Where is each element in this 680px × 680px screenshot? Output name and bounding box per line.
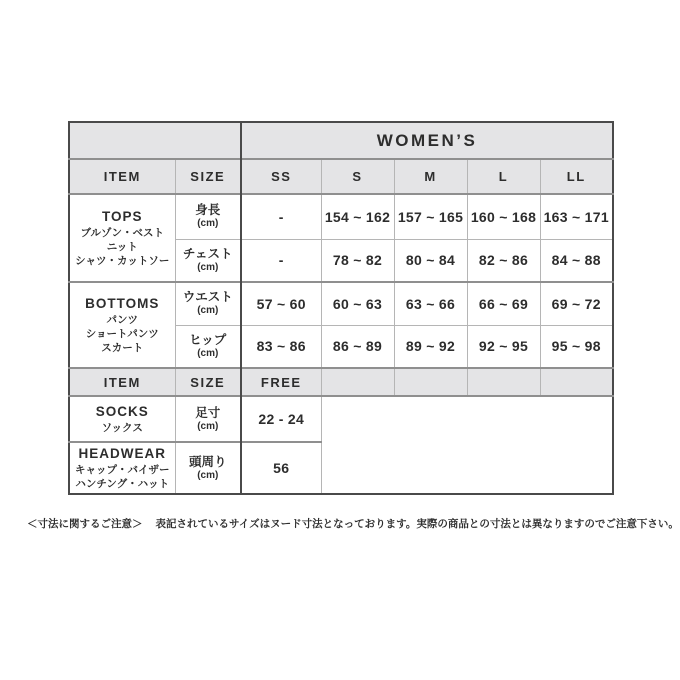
- col-header-size: SIZE: [175, 159, 241, 194]
- col-header-ss: SS: [241, 159, 321, 194]
- col-header-size-2: SIZE: [175, 368, 241, 396]
- size-label-foot: 足寸 (cm): [175, 396, 241, 442]
- socks-row: [69, 396, 613, 442]
- size-label-waist: ウエスト (cm): [175, 282, 241, 325]
- value-cell: 92 ~ 95: [467, 325, 540, 368]
- tops-height-row: [69, 194, 613, 239]
- item-name-socks: SOCKS: [95, 404, 149, 419]
- value-cell: 22 - 24: [241, 396, 321, 442]
- value-cell: 84 ~ 88: [540, 239, 613, 282]
- note-title: ＜寸法に関するご注意＞: [27, 518, 143, 530]
- item-cell-socks: [69, 396, 175, 442]
- size-caution-note: [27, 516, 679, 531]
- item-cell-bottoms: [69, 282, 175, 368]
- value-cell: 66 ~ 69: [467, 282, 540, 325]
- size-label-head: 頭周り (cm): [175, 442, 241, 494]
- value-cell: 60 ~ 63: [321, 282, 394, 325]
- value-cell: 78 ~ 82: [321, 239, 394, 282]
- item-sub-headwear: キャップ・バイザー ハンチング・ハット: [75, 464, 170, 490]
- value-cell: 86 ~ 89: [321, 325, 394, 368]
- value-cell: 80 ~ 84: [394, 239, 467, 282]
- value-cell: 63 ~ 66: [394, 282, 467, 325]
- item-cell-tops: [69, 194, 175, 282]
- value-cell: 83 ~ 86: [241, 325, 321, 368]
- note-text: 表記されているサイズはヌード寸法となっております。実際の商品との寸法とは異なりますのでご注意下さい。: [155, 518, 679, 530]
- bottoms-waist-row: [69, 282, 613, 325]
- value-cell: -: [241, 239, 321, 282]
- col-header-s: S: [321, 159, 394, 194]
- free-header-row: [69, 368, 613, 396]
- item-sub-bottoms: パンツ ショートパンツ スカート: [85, 314, 159, 354]
- item-name-bottoms: BOTTOMS: [85, 296, 160, 311]
- size-label-height: 身長 (cm): [175, 194, 241, 239]
- value-cell: -: [241, 194, 321, 239]
- size-chart-table: [68, 121, 614, 495]
- free-header-empty-cell: [467, 368, 540, 396]
- item-name-headwear: HEADWEAR: [78, 446, 166, 461]
- size-label-chest: チェスト (cm): [175, 239, 241, 282]
- item-sub-tops: ブルゾン・ベスト ニット シャツ・カットソー: [75, 227, 170, 267]
- value-cell: 157 ~ 165: [394, 194, 467, 239]
- value-cell: 69 ~ 72: [540, 282, 613, 325]
- col-header-free: FREE: [241, 368, 321, 396]
- value-cell: 160 ~ 168: [467, 194, 540, 239]
- item-name-tops: TOPS: [101, 209, 143, 224]
- col-header-item-2: ITEM: [69, 368, 175, 396]
- col-header-item: ITEM: [69, 159, 175, 194]
- corner-empty-cell: [69, 122, 241, 159]
- item-cell-headwear: [69, 442, 175, 494]
- value-cell: 89 ~ 92: [394, 325, 467, 368]
- free-header-empty-cell: [540, 368, 613, 396]
- womens-header: WOMEN’S: [241, 122, 613, 159]
- value-cell: 57 ~ 60: [241, 282, 321, 325]
- value-cell: 95 ~ 98: [540, 325, 613, 368]
- column-header-row: [69, 159, 613, 194]
- free-header-empty-cell: [394, 368, 467, 396]
- value-cell: 56: [241, 442, 321, 494]
- value-cell: 82 ~ 86: [467, 239, 540, 282]
- free-header-empty-cell: [321, 368, 394, 396]
- col-header-m: M: [394, 159, 467, 194]
- col-header-ll: LL: [540, 159, 613, 194]
- item-sub-socks: ソックス: [101, 422, 143, 434]
- womens-banner-row: [69, 122, 613, 159]
- value-cell: 163 ~ 171: [540, 194, 613, 239]
- value-cell: 154 ~ 162: [321, 194, 394, 239]
- size-label-hip: ヒップ (cm): [175, 325, 241, 368]
- merged-empty-cell: [321, 396, 613, 494]
- col-header-l: L: [467, 159, 540, 194]
